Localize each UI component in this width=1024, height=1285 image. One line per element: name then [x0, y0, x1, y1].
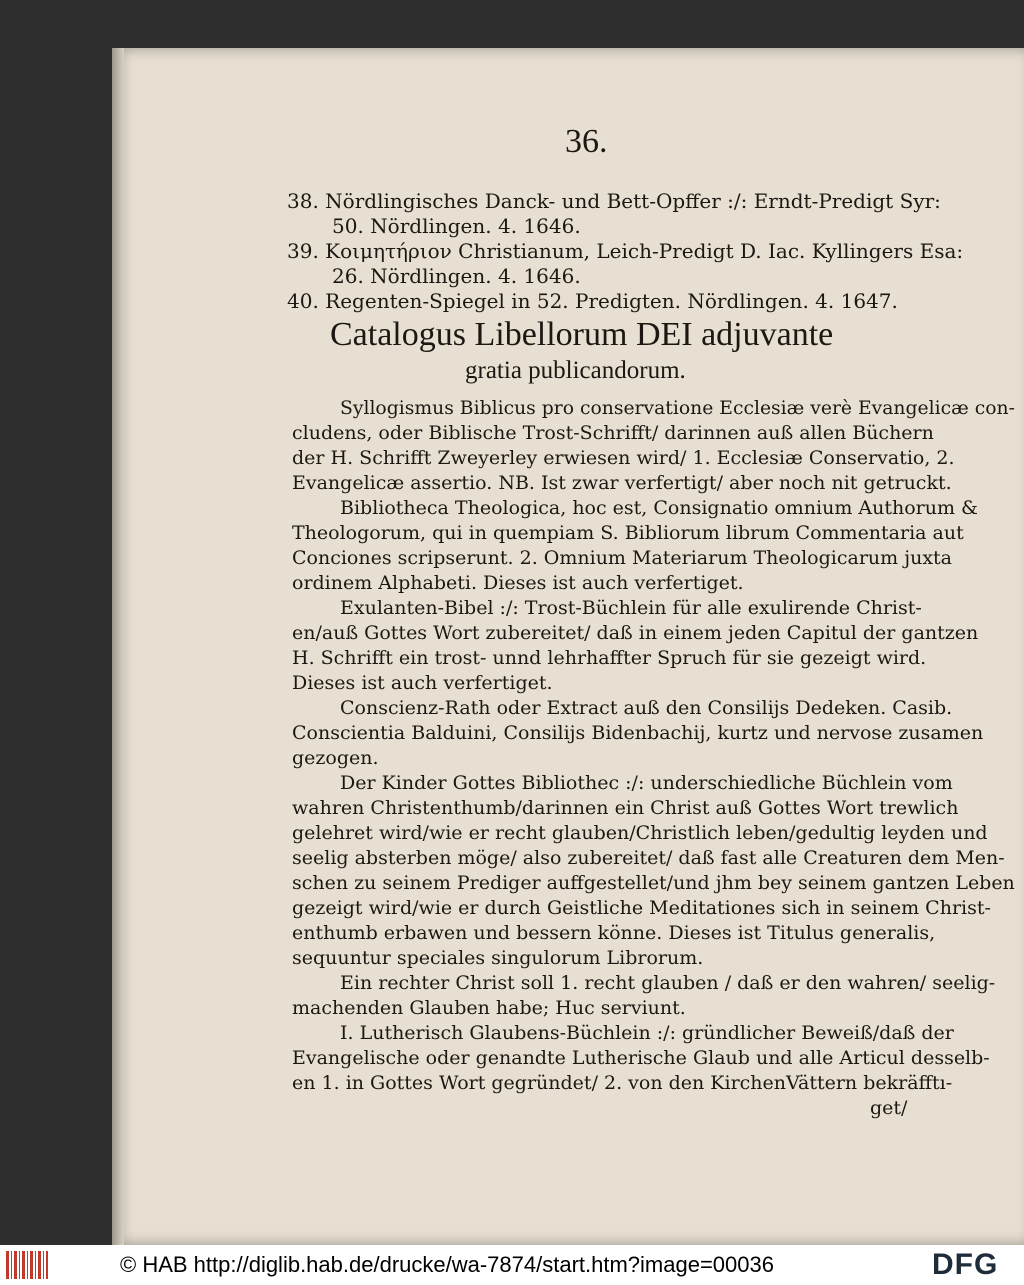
entry-40-line-1: 40. Regenten-Spiegel in 52. Predigten. Nördlingen. 4. 1647. — [287, 289, 898, 313]
hab-logo-icon — [6, 1251, 48, 1279]
body-line: Exulanten-Bibel :/: Trost-Büchlein für alle exulirende Christ- — [340, 597, 922, 619]
body-line: machenden Glauben habe; Huc serviunt. — [292, 997, 686, 1019]
body-line: schen zu seinem Prediger auffgestellet/und jhm bey seinem gantzen Leben — [292, 872, 1015, 894]
footer-copyright-url[interactable]: © HAB http://diglib.hab.de/drucke/wa-7874/start.htm?image=00036 — [120, 1252, 774, 1277]
catalog-subtitle: gratia publicandorum. — [465, 357, 686, 384]
body-line: Evangelicæ assertio. NB. Ist zwar verfertigt/ aber noch nit getruckt. — [292, 472, 952, 494]
body-line: sequuntur speciales singulorum Librorum. — [292, 947, 704, 969]
entry-38-line-1: 38. Nördlingisches Danck- und Bett-Opffer :/: Erndt-Predigt Syr: — [287, 189, 941, 213]
body-line: gelehret wird/wie er recht glauben/Christlich leben/gedultig leyden und — [292, 822, 988, 844]
body-line: Evangelische oder genandte Lutherische Glaub und alle Articul desselb- — [292, 1047, 990, 1069]
body-line: Conscienz-Rath oder Extract auß den Consilijs Dedeken. Casib. — [340, 697, 953, 719]
body-line: Conciones scripserunt. 2. Omnium Materiarum Theologicarum juxta — [292, 547, 953, 569]
body-line: H. Schrifft ein trost- unnd lehrhaffter Spruch für sie gezeigt wird. — [292, 647, 927, 669]
body-line: gezogen. — [292, 747, 379, 769]
body-line: Bibliotheca Theologica, hoc est, Consignatio omnium Authorum & — [340, 497, 978, 519]
dfg-logo: DFG — [932, 1248, 999, 1281]
body-line: der H. Schrifft Zweyerley erwiesen wird/ 1. Ecclesiæ Conservatio, 2. — [292, 447, 955, 469]
body-line: gezeigt wird/wie er durch Geistliche Meditationes sich in seinem Christ- — [292, 897, 991, 919]
body-line: Dieses ist auch verfertiget. — [292, 672, 553, 694]
entry-39-line-1: 39. Κοιμητήριον Christianum, Leich-Predigt D. Iac. Kyllingers Esa: — [287, 239, 964, 263]
page-gutter — [112, 48, 124, 1245]
body-line: en/auß Gottes Wort zubereitet/ daß in einem jeden Capitul der gantzen — [292, 622, 979, 644]
body-line: get/ — [870, 1097, 908, 1119]
body-line: Ein rechter Christ soll 1. recht glauben / daß er den wahren/ seelig- — [340, 972, 996, 994]
body-line: enthumb erbawen und bessern könne. Dieses ist Titulus generalis, — [292, 922, 936, 944]
body-line: cludens, oder Biblische Trost-Schrifft/ darinnen auß allen Büchern — [292, 422, 934, 444]
entry-39-line-2: 26. Nördlingen. 4. 1646. — [332, 264, 581, 288]
body-line: Theologorum, qui in quempiam S. Bibliorum librum Commentaria aut — [292, 522, 964, 544]
body-line: seelig absterben möge/ also zubereitet/ daß fast alle Creaturen dem Men- — [292, 847, 1005, 869]
footer-bar — [0, 1245, 1024, 1285]
body-line: wahren Christenthumb/darinnen ein Christ auß Gottes Wort trewlich — [292, 797, 959, 819]
entry-38-line-2: 50. Nördlingen. 4. 1646. — [332, 214, 581, 238]
body-line: Der Kinder Gottes Bibliothec :/: underschiedliche Büchlein vom — [340, 772, 953, 794]
body-line: Conscientia Balduini, Consilijs Bidenbachij, kurtz und nervose zusamen — [292, 722, 984, 744]
catalog-title: Catalogus Libellorum DEI adjuvante — [330, 316, 834, 353]
page-number: 36. — [565, 123, 608, 160]
body-line: ordinem Alphabeti. Dieses ist auch verfertiget. — [292, 572, 744, 594]
body-line: I. Lutherisch Glaubens-Büchlein :/: gründlicher Beweiß/daß der — [340, 1022, 954, 1044]
body-line: en 1. in Gottes Wort gegründet/ 2. von den KirchenVättern bekräfftı- — [292, 1072, 953, 1094]
body-line: Syllogismus Biblicus pro conservatione Ecclesiæ verè Evangelicæ con- — [340, 397, 1015, 419]
